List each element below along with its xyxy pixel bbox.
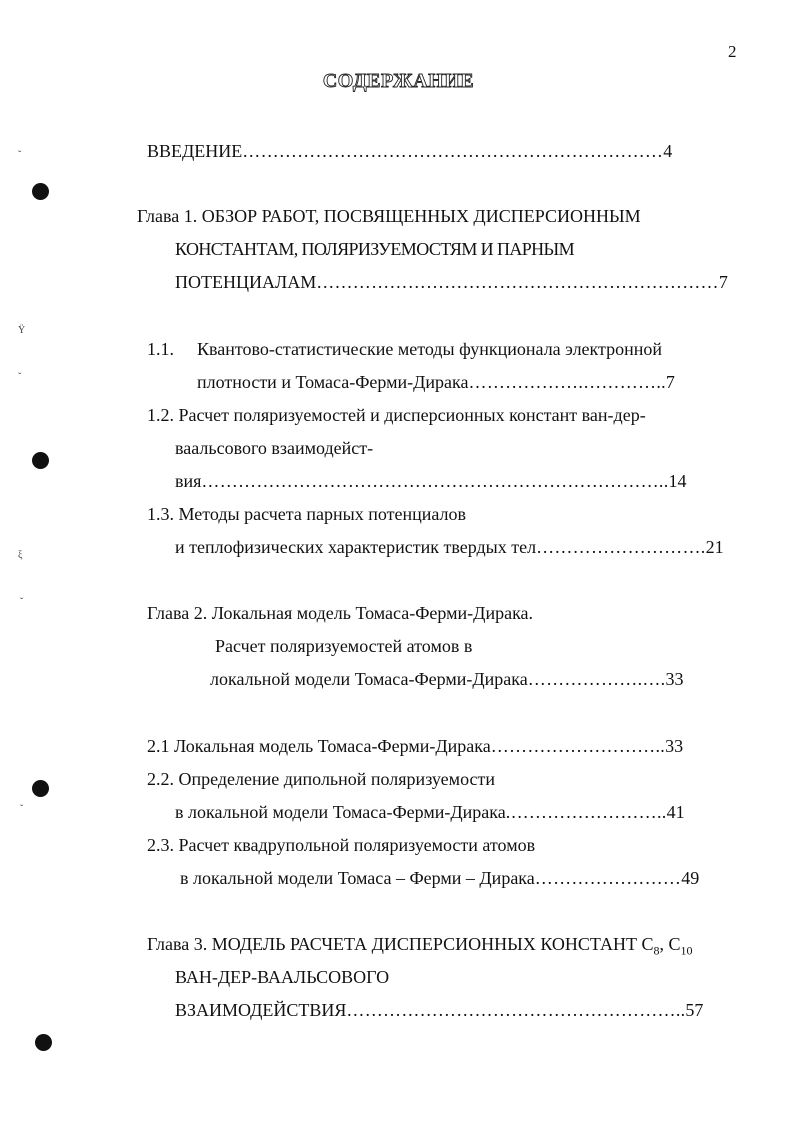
subscript-8: 8 xyxy=(653,943,660,958)
toc-section-1-2-line-3 xyxy=(175,470,687,492)
toc-page: 33 xyxy=(665,669,684,689)
toc-leader: ………………………………………………………… xyxy=(316,272,719,292)
page-title: СОДЕРЖАНИЕ xyxy=(322,70,475,92)
toc-section-1-3-line-2 xyxy=(175,536,724,558)
scan-speck: ˇ xyxy=(18,150,22,161)
toc-section-1-1-line-2 xyxy=(197,371,675,393)
toc-section-2-3-line-2 xyxy=(180,867,699,889)
toc-leader: ……………………………………………….. xyxy=(346,1000,686,1020)
toc-leader: .…………………….. xyxy=(505,802,667,822)
toc-label: в локальной модели Томаса – Ферми – Дирака xyxy=(180,868,535,888)
toc-section-2-2-line-2 xyxy=(175,801,685,823)
toc-page: 7 xyxy=(665,372,675,392)
toc-chapter-1-line-3 xyxy=(175,271,728,293)
binder-hole xyxy=(35,1034,52,1051)
scan-speck: Ϋ xyxy=(18,325,26,336)
scan-speck: ˇ xyxy=(18,372,22,383)
toc-leader: …………………… xyxy=(534,868,682,888)
toc-label: и теплофизических характеристик твердых тел xyxy=(175,537,537,557)
toc-leader: ………………………. xyxy=(536,537,706,557)
toc-section-1-2-line-2: ваальсового взаимодейст- xyxy=(175,438,374,458)
toc-chapter-3-line-3 xyxy=(175,999,703,1021)
toc-section-1-1-num: 1.1. xyxy=(147,339,174,359)
toc-page: 14 xyxy=(668,471,687,491)
toc-section-1-3-line-1: 1.3. Методы расчета парных потенциалов xyxy=(147,504,466,524)
toc-chapter-1-line-1: Глава 1. ОБЗОР РАБОТ, ПОСВЯЩЕННЫХ ДИСПЕРСИОННЫМ xyxy=(137,206,641,226)
toc-section-1-2-line-1: 1.2. Расчет поляризуемостей и дисперсионных констант ван-дер- xyxy=(147,405,646,425)
toc-page: 4 xyxy=(663,141,673,161)
toc-label: ВВЕДЕНИЕ xyxy=(147,141,243,161)
toc-label: плотности и Томаса-Ферми-Дирака xyxy=(197,372,469,392)
toc-page: 49 xyxy=(681,868,700,888)
toc-page: 21 xyxy=(705,537,724,557)
toc-entry-intro xyxy=(147,140,672,162)
binder-hole xyxy=(32,452,49,469)
toc-separator: , С xyxy=(659,934,681,954)
binder-hole xyxy=(32,780,49,797)
toc-page: 33 xyxy=(665,736,684,756)
scan-speck: ˇ xyxy=(20,804,24,815)
toc-leader: ……………….…. xyxy=(527,669,666,689)
toc-chapter-1-line-2: КОНСТАНТАМ, ПОЛЯРИЗУЕМОСТЯМ И ПАРНЫМ xyxy=(175,239,575,259)
toc-section-1-1-line-1: Квантово-статистические методы функционала электронной xyxy=(197,339,663,359)
binder-hole xyxy=(32,183,49,200)
toc-section-2-2-line-1: 2.2. Определение дипольной поляризуемости xyxy=(147,769,496,789)
toc-section-2-3-line-1: 2.3. Расчет квадрупольной поляризуемости атомов xyxy=(147,835,536,855)
toc-label: локальной модели Томаса-Ферми-Дирака xyxy=(210,669,528,689)
toc-chapter-3-line-1 xyxy=(147,933,693,962)
toc-section-2-1 xyxy=(147,735,683,757)
toc-label: в локальной модели Томаса-Ферми-Дирака xyxy=(175,802,506,822)
toc-chapter-3-line-2: ВАН-ДЕР-ВААЛЬСОВОГО xyxy=(175,967,390,987)
toc-label: ПОТЕНЦИАЛАМ xyxy=(175,272,317,292)
toc-leader: ………………………………………………………………….. xyxy=(201,471,669,491)
toc-chapter-2-line-1: Глава 2. Локальная модель Томаса-Ферми-Дирака. xyxy=(147,603,534,623)
toc-page: 57 xyxy=(685,1000,704,1020)
toc-label: Глава 3. МОДЕЛЬ РАСЧЕТА ДИСПЕРСИОННЫХ КОНСТАНТ С xyxy=(147,934,654,954)
toc-page: 41 xyxy=(666,802,685,822)
toc-chapter-2-line-3 xyxy=(210,668,683,690)
toc-label: 2.1 Локальная модель Томаса-Ферми-Дирака xyxy=(147,736,491,756)
scan-speck: ξ xyxy=(18,550,23,561)
toc-label: вия xyxy=(175,471,202,491)
toc-leader: ……………….………….. xyxy=(468,372,666,392)
toc-leader: ……………………….. xyxy=(490,736,666,756)
toc-page: 7 xyxy=(718,272,728,292)
subscript-10: 10 xyxy=(680,943,693,958)
scan-speck: ˇ xyxy=(20,597,24,608)
toc-label: ВЗАИМОДЕЙСТВИЯ xyxy=(175,1000,347,1020)
page-number: 2 xyxy=(728,42,737,61)
toc-leader: …………………………………………………………… xyxy=(242,141,664,161)
toc-chapter-2-line-2: Расчет поляризуемостей атомов в xyxy=(215,636,473,656)
